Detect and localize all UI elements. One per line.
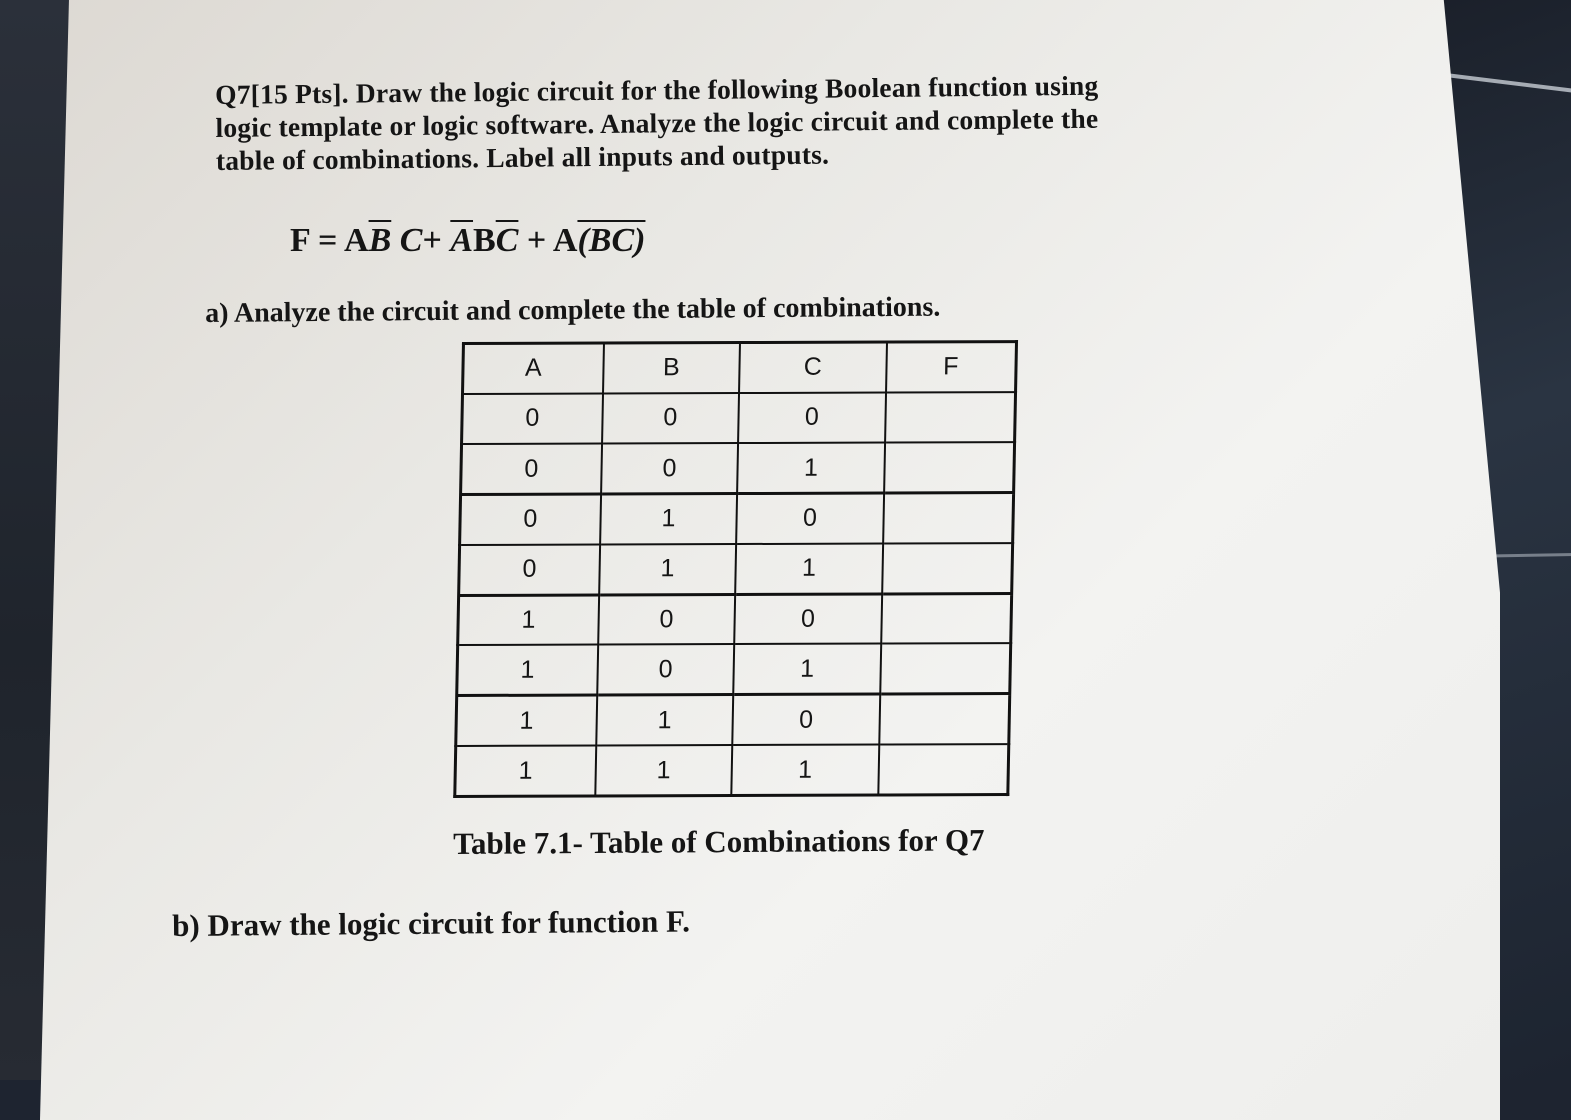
cell-f-empty[interactable] <box>882 543 1013 594</box>
table-row <box>455 744 1009 796</box>
formula-plus: + <box>518 222 553 259</box>
table-row <box>457 644 1011 696</box>
term1-b-bar: $\overline{B}$ <box>368 222 392 259</box>
cell-b: 0 <box>602 393 739 444</box>
truth-table <box>453 340 1018 798</box>
table-row <box>462 392 1016 444</box>
cell-f-empty[interactable] <box>885 392 1016 443</box>
term2-b: B <box>473 222 496 259</box>
cell-c: 1 <box>737 443 884 494</box>
cell-a: 0 <box>462 393 603 444</box>
table-row <box>460 493 1014 545</box>
cell-f-empty[interactable] <box>878 744 1009 795</box>
cell-f-empty[interactable] <box>881 593 1012 644</box>
cell-c: 1 <box>735 543 882 594</box>
cell-c: 1 <box>731 745 878 796</box>
cell-f-empty[interactable] <box>883 493 1014 544</box>
question-line: Q7[15 Pts]. Draw the logic circuit for the following Boolean function using <box>215 69 1099 110</box>
cell-b: 1 <box>600 494 737 545</box>
cell-f-empty[interactable] <box>884 442 1015 493</box>
table-header-row <box>463 342 1017 394</box>
term3-bc-bar: (BC) <box>577 222 646 259</box>
question-line: logic template or logic software. Analyze the logic circuit and complete the <box>215 102 1099 143</box>
cell-b: 1 <box>599 544 736 595</box>
table-row <box>461 442 1015 494</box>
cell-c: 0 <box>736 493 883 544</box>
term2-a-bar: $\overline{A}$ <box>450 222 474 259</box>
term1-c: C <box>399 222 423 259</box>
cell-a: 1 <box>456 695 597 746</box>
cell-c: 0 <box>732 694 879 745</box>
formula-lhs: F <box>290 222 310 259</box>
cell-b: 0 <box>597 644 734 695</box>
cell-b: 0 <box>598 594 735 645</box>
cell-b: 1 <box>596 695 733 746</box>
cell-c: 0 <box>734 594 881 645</box>
term1-a: A <box>344 222 369 259</box>
cell-b: 1 <box>595 745 732 796</box>
table-row <box>458 593 1012 645</box>
table-row <box>456 694 1010 746</box>
header-f: F <box>886 342 1017 393</box>
table-caption: Table 7.1- Table of Combinations for Q7 <box>453 822 985 861</box>
cell-a: 0 <box>460 494 601 545</box>
cell-a: 1 <box>458 595 599 646</box>
cell-f-empty[interactable] <box>879 694 1010 745</box>
question-text <box>215 68 1206 177</box>
cell-b: 0 <box>601 443 738 494</box>
header-c: C <box>739 342 886 393</box>
table-row <box>459 543 1013 595</box>
term2-c-bar: $\overline{C}$ <box>495 222 519 259</box>
header-a: A <box>463 343 604 394</box>
part-b-heading: b) Draw the logic circuit for function F. <box>172 903 691 943</box>
cell-a: 0 <box>461 444 602 495</box>
cell-a: 1 <box>455 746 596 797</box>
formula-equals: = <box>309 222 345 259</box>
part-a-heading: a) Analyze the circuit and complete the table of combinations. <box>205 291 941 329</box>
cell-f-empty[interactable] <box>880 644 1011 695</box>
question-line: table of combinations. Label all inputs and outputs. <box>215 138 830 176</box>
header-b: B <box>603 343 740 394</box>
formula-plus: + <box>422 222 451 259</box>
cell-c: 0 <box>738 392 885 443</box>
cell-c: 1 <box>733 644 880 695</box>
cell-a: 1 <box>457 645 598 696</box>
cell-a: 0 <box>459 544 600 595</box>
boolean-formula <box>290 222 645 260</box>
term3-a: A <box>552 222 578 259</box>
